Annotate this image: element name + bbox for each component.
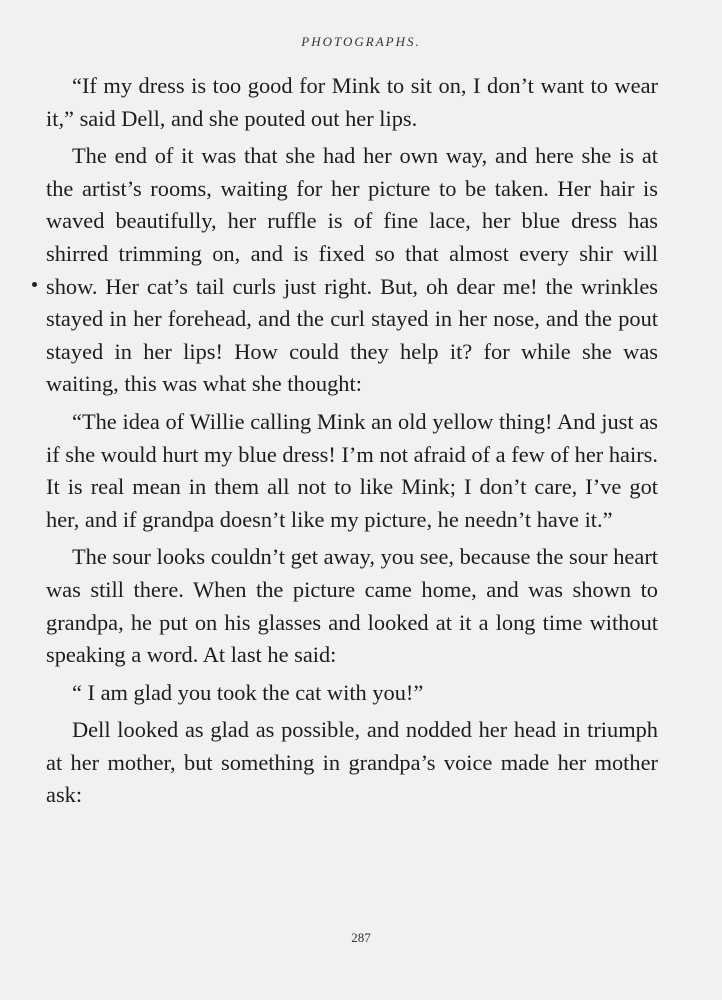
paragraph-1: “If my dress is too good for Mink to sit on, I don’t want to wear it,” said Dell, and she pouted out her lips. <box>46 73 658 131</box>
print-speck <box>32 282 37 287</box>
running-title: PHOTOGRAPHS. <box>301 34 421 49</box>
body-text <box>46 70 658 817</box>
page-number: 287 <box>351 930 371 945</box>
paragraph-5: “ I am glad you took the cat with you!” <box>72 679 424 705</box>
paragraph-2: The end of it was that she had her own way, and here she is at the artist’s rooms, waiting for her picture to be taken. Her hair is waved beautifully, her ruffle is of fine lace, her blue dress has shirred trimming on, and is fixed so that almost every shir will show. Her cat’s tail curls just right. But, oh dear me! the wrinkles stayed in her forehead, and the curl stayed in her nose, and the pout stayed in her lips! How could they help it? for while she was waiting, this was what she thought: <box>46 143 658 397</box>
paragraph-3: “The idea of Willie calling Mink an old yellow thing! And just as if she would hurt my blue dress! I’m not afraid of a few of her hairs. It is real mean in them all not to like Mink; I don’t care, I’ve got her, and if grandpa doesn’t like my picture, he needn’t have it.” <box>46 408 658 532</box>
paragraph-6: Dell looked as glad as possible, and nodded her head in triumph at her mother, but something in grandpa’s voice made her mother ask: <box>46 717 658 808</box>
paragraph-4: The sour looks couldn’t get away, you see, because the sour heart was still there. When the picture came home, and was shown to grandpa, he put on his glasses and looked at it a long time without speaking a word. At last he said: <box>46 544 658 668</box>
